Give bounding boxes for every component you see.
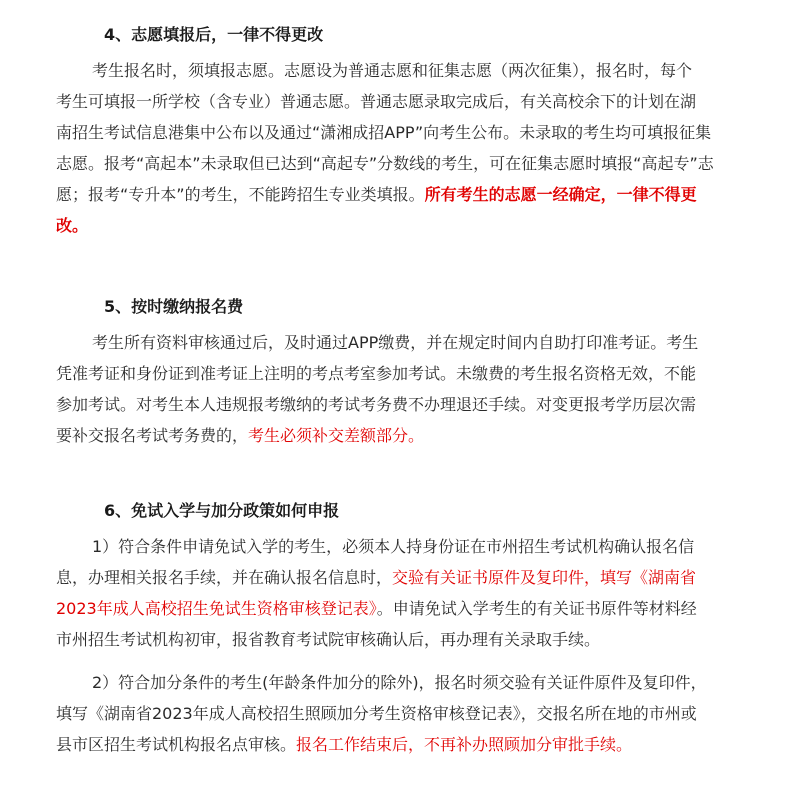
section-6-item-1-emphasis-b: 2023年成人高校招生免试生资格审核登记表》 — [56, 599, 377, 618]
section-6-item-2 — [56, 667, 744, 760]
section-5-emphasis: 考生必须补交差额部分。 — [248, 426, 425, 445]
section-6-item-1-line-3 — [56, 593, 744, 624]
section-4-line-5-text: 愿；报考“专升本”的考生，不能跨招生专业类填报。 — [56, 185, 425, 204]
section-5-line-1: 考生所有资料审核通过后，及时通过APP缴费，并在规定时间内自助打印准考证。考生 — [92, 333, 699, 352]
section-6-item-2-line-3 — [56, 729, 744, 760]
section-5-line-4-text: 要补交报名考试考务费的， — [56, 426, 249, 445]
section-4-line-4: 志愿。报考“高起本”未录取但已达到“高起专”分数线的考生，可在征集志愿时填报“高起专”志 — [56, 154, 714, 173]
section-6-item-1-emphasis-a: 交验有关证书原件及复印件，填写《湖南省 — [392, 568, 697, 587]
section-6-item-1 — [56, 531, 744, 655]
section-6-item-2-emphasis: 报名工作结束后，不再补办照顾加分审批手续。 — [296, 735, 633, 754]
section-6-item-1-line-4: 市州招生考试机构初审，报省教育考试院审核确认后，再办理有关录取手续。 — [56, 630, 601, 649]
section-4-line-2: 考生可填报一所学校（含专业）普通志愿。普通志愿录取完成后，有关高校余下的计划在湖 — [56, 92, 697, 111]
section-6-item-1-line-2-text: 息，办理相关报名手续，并在确认报名信息时， — [56, 568, 393, 587]
section-4-body — [56, 55, 744, 241]
section-6-item-1-line-2 — [56, 562, 744, 593]
section-4-line-3: 南招生考试信息港集中公布以及通过“潇湘成招APP”向考生公布。未录取的考生均可填报征集 — [56, 123, 712, 142]
section-5-line-3: 参加考试。对考生本人违规报考缴纳的考试考务费不办理退还手续。对变更报考学历层次需 — [56, 395, 697, 414]
section-4-emphasis: 所有考生的志愿一经确定，一律不得更 — [424, 185, 697, 204]
section-5-line-2: 凭准考证和身份证到准考证上注明的考点考室参加考试。未缴费的考生报名资格无效，不能 — [56, 364, 697, 383]
section-6-item-2-line-2: 填写《湖南省2023年成人高校招生照顾加分考生资格审核登记表》，交报名所在地的市州或 — [56, 704, 697, 723]
section-4-line-6: 改。 — [56, 216, 89, 235]
section-6-item-2-line-3-text: 县市区招生考试机构报名点审核。 — [56, 735, 297, 754]
section-5-body — [56, 327, 744, 451]
section-6-item-1-line-3-tail: 。申请免试入学考生的有关证书原件等材料经 — [376, 599, 697, 618]
section-6-item-2-line-1: 2）符合加分条件的考生(年龄条件加分的除外)，报名时须交验有关证件原件及复印件， — [92, 673, 707, 692]
section-4-line-5 — [56, 179, 744, 210]
section-6-heading: 6、免试入学与加分政策如何申报 — [104, 501, 340, 520]
section-5-heading: 5、按时缴纳报名费 — [104, 297, 244, 316]
section-4-heading: 4、志愿填报后，一律不得更改 — [104, 25, 324, 44]
section-5-line-4 — [56, 420, 744, 451]
section-4-line-1: 考生报名时，须填报志愿。志愿设为普通志愿和征集志愿（两次征集），报名时，每个 — [92, 61, 693, 80]
section-6-item-1-line-1: 1）符合条件申请免试入学的考生，必须本人持身份证在市州招生考试机构确认报名信 — [92, 537, 695, 556]
